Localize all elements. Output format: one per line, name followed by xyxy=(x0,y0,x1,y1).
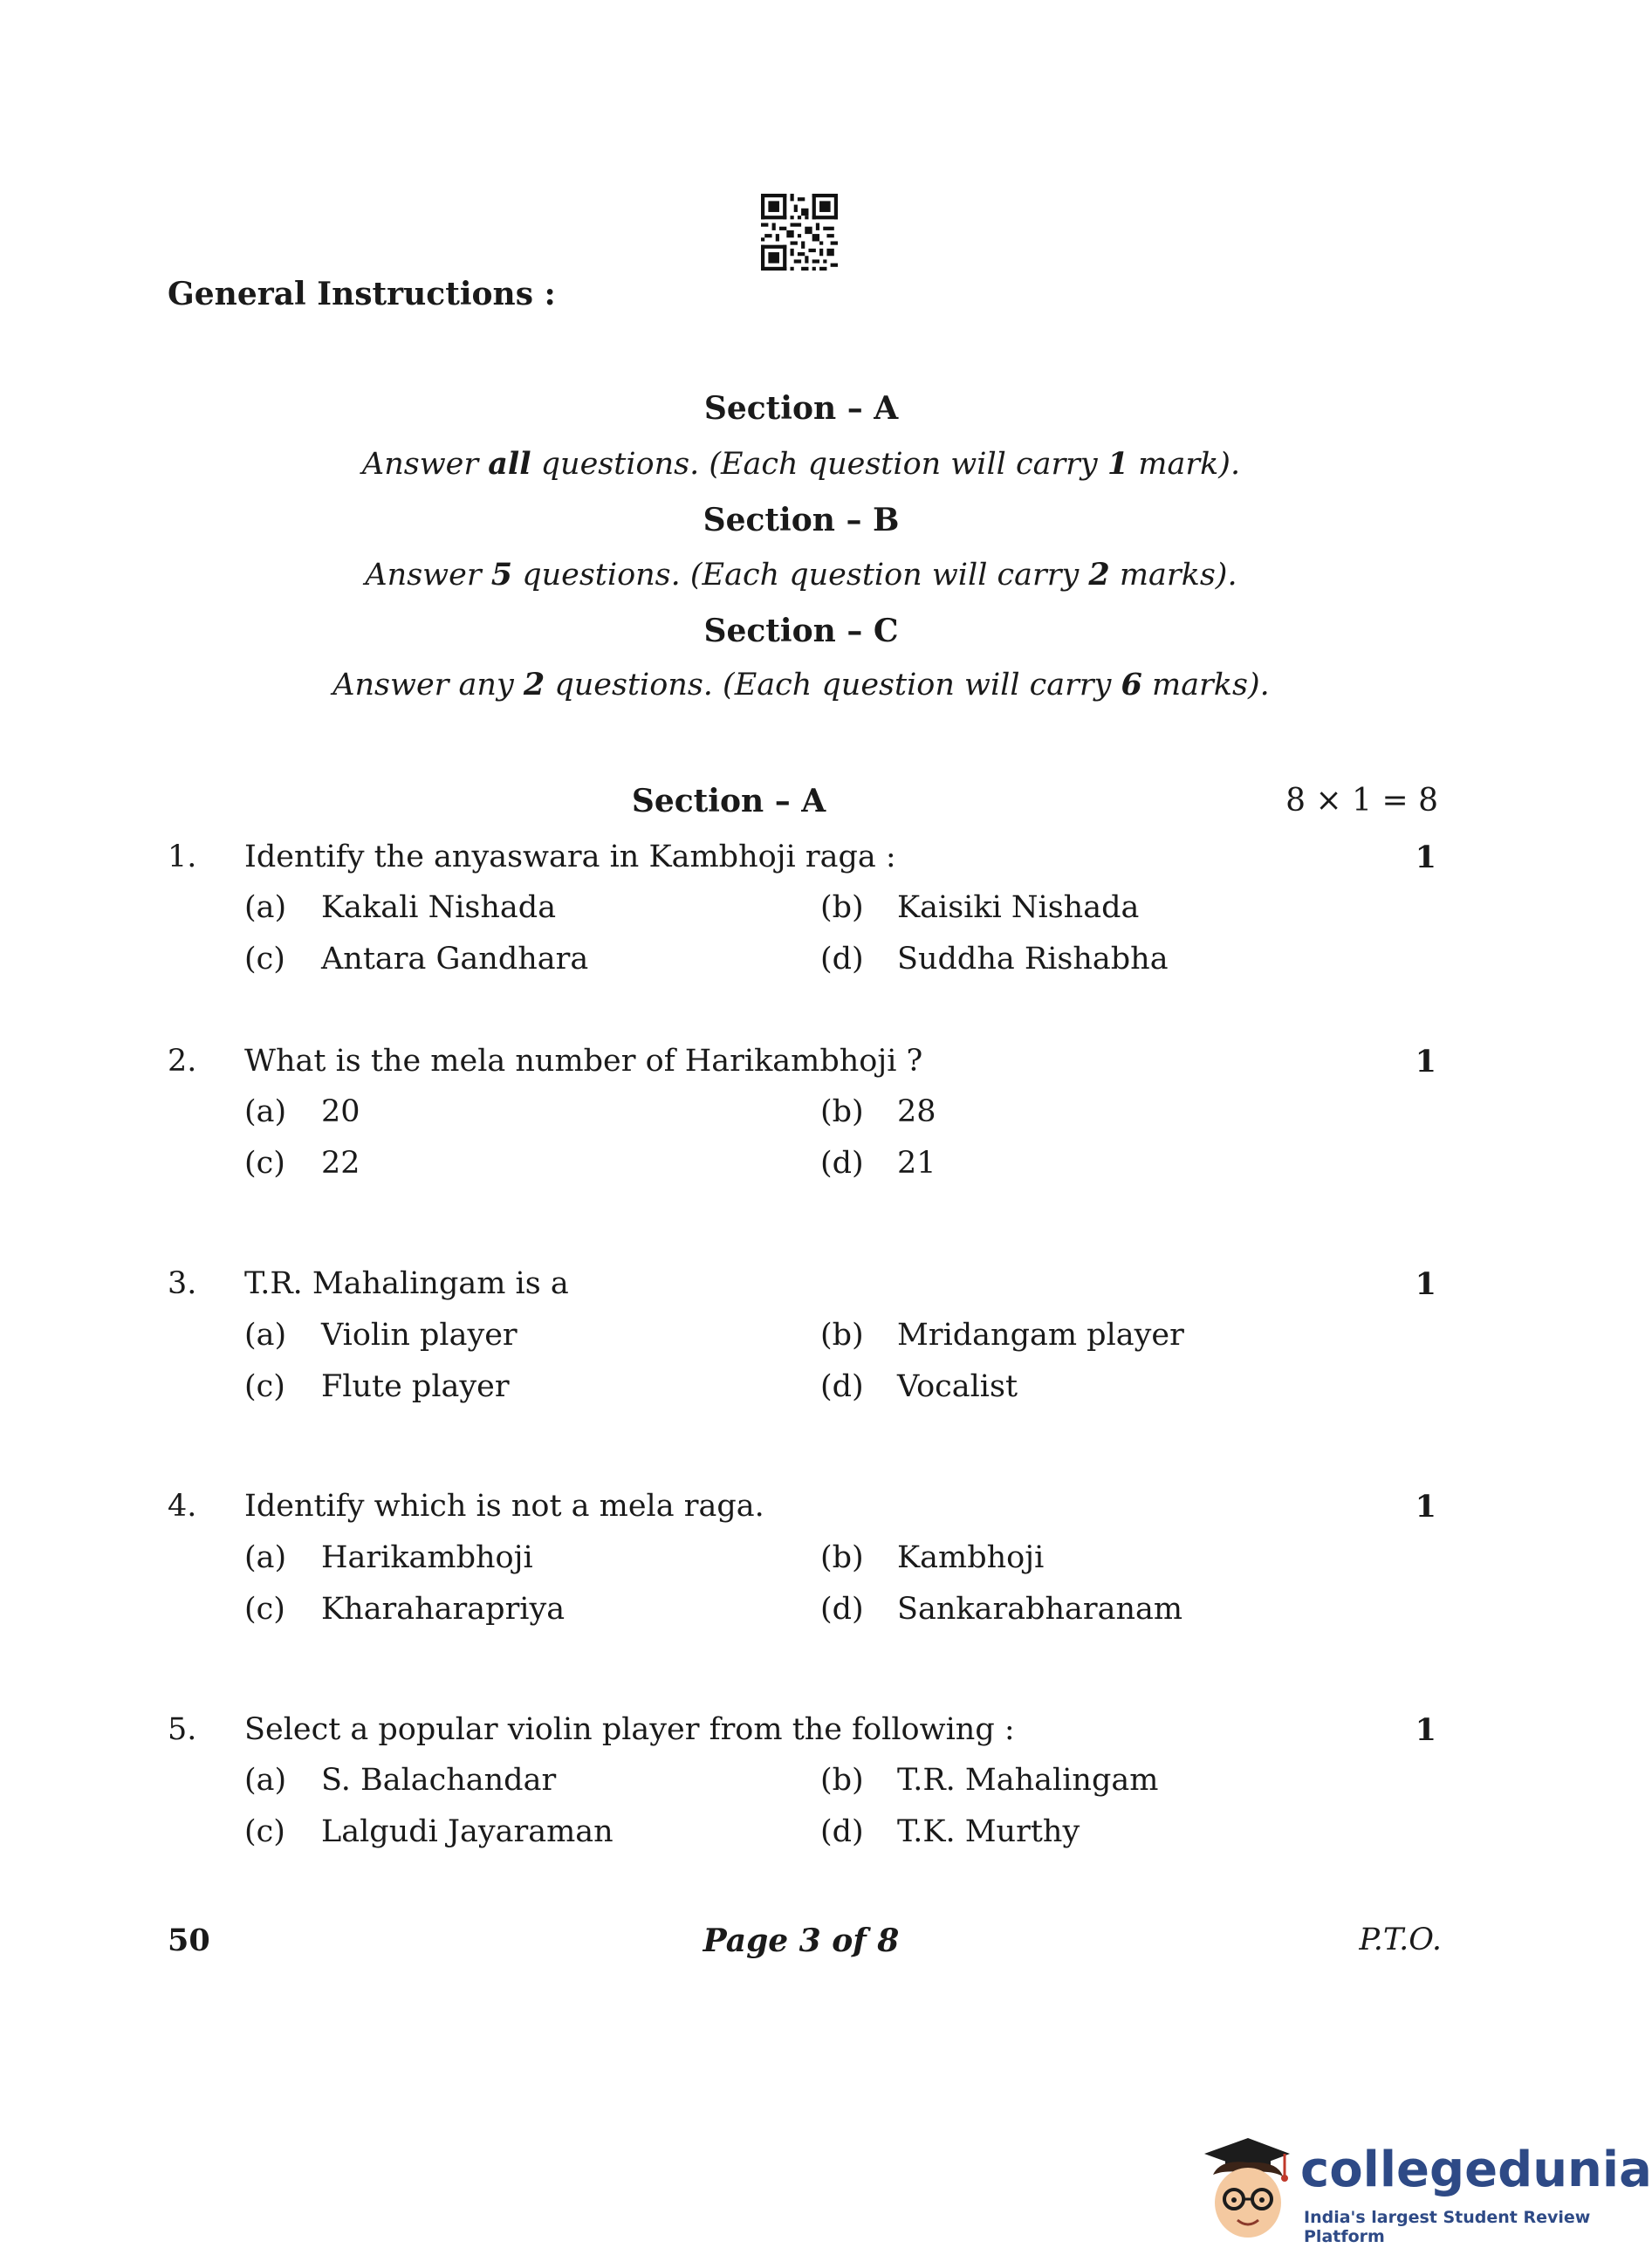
instruction-section-c-heading: Section – C xyxy=(703,613,899,649)
question-text: Select a popular violin player from the following : xyxy=(244,1712,1015,1747)
option-label: (b) xyxy=(820,890,864,925)
instruction-section-a-text: Answer all questions. (Each question will carry 1 mark). xyxy=(361,446,1241,482)
option-text: Kakali Nishada xyxy=(321,890,557,925)
option-text: 20 xyxy=(321,1094,360,1129)
option-label: (d) xyxy=(820,942,864,977)
instruction-section-a-heading: Section – A xyxy=(703,390,899,427)
brand-tagline: India's largest Student Review Platform xyxy=(1304,2208,1591,2246)
option-label: (b) xyxy=(820,1318,864,1353)
question-number: 2. xyxy=(168,1044,197,1079)
option-label: (b) xyxy=(820,1763,864,1798)
brand-name: collegedunia xyxy=(1300,2142,1652,2198)
question-text: Identify which is not a mela raga. xyxy=(244,1489,764,1524)
option-label: (a) xyxy=(244,1763,287,1798)
option-text: Lalgudi Jayaraman xyxy=(321,1814,614,1849)
question-number: 4. xyxy=(168,1489,197,1524)
option-text: Mridangam player xyxy=(897,1318,1184,1353)
instruction-section-b-heading: Section – B xyxy=(703,502,900,538)
instruction-section-b-text: Answer 5 questions. (Each question will carry 2 marks). xyxy=(365,557,1237,593)
page-number: Page 3 of 8 xyxy=(703,1922,900,1959)
question-marks: 1 xyxy=(1415,1712,1436,1748)
student-mascot-icon xyxy=(1187,2122,1300,2245)
paper-code: 50 xyxy=(168,1922,210,1958)
qr-code-icon xyxy=(761,194,838,271)
option-label: (a) xyxy=(244,890,287,925)
question-marks: 1 xyxy=(1415,1489,1436,1525)
question-marks: 1 xyxy=(1415,840,1436,875)
option-label: (c) xyxy=(244,1814,285,1849)
option-text: Flute player xyxy=(321,1369,510,1404)
option-text: Antara Gandhara xyxy=(321,942,589,977)
question-text: T.R. Mahalingam is a xyxy=(244,1266,569,1301)
option-text: Kaisiki Nishada xyxy=(897,890,1140,925)
option-text: 28 xyxy=(897,1094,936,1129)
question-number: 1. xyxy=(168,840,197,874)
collegedunia-logo xyxy=(1187,2122,1652,2246)
option-label: (d) xyxy=(820,1146,864,1181)
option-label: (c) xyxy=(244,942,285,977)
option-label: (a) xyxy=(244,1318,287,1353)
pto-label: P.T.O. xyxy=(1359,1922,1442,1957)
option-label: (a) xyxy=(244,1094,287,1129)
option-text: Sankarabharanam xyxy=(897,1592,1183,1627)
option-text: T.K. Murthy xyxy=(897,1814,1080,1849)
question-marks: 1 xyxy=(1415,1044,1436,1079)
section-a-marks: 8 × 1 = 8 xyxy=(1285,783,1438,819)
section-a-title: Section – A xyxy=(631,783,826,819)
option-text: Kharaharapriya xyxy=(321,1592,566,1627)
option-label: (c) xyxy=(244,1146,285,1181)
option-text: Suddha Rishabha xyxy=(897,942,1169,977)
option-text: S. Balachandar xyxy=(321,1763,557,1798)
option-label: (c) xyxy=(244,1592,285,1627)
instruction-section-c-text: Answer any 2 questions. (Each question will carry 6 marks). xyxy=(332,667,1270,702)
question-number: 3. xyxy=(168,1266,197,1301)
question-marks: 1 xyxy=(1415,1266,1436,1302)
question-number: 5. xyxy=(168,1712,197,1747)
option-label: (a) xyxy=(244,1540,287,1575)
option-text: 22 xyxy=(321,1146,360,1181)
general-instructions-heading: General Instructions : xyxy=(168,276,556,312)
option-text: Vocalist xyxy=(897,1369,1018,1404)
option-label: (d) xyxy=(820,1369,864,1404)
option-text: Kambhoji xyxy=(897,1540,1045,1575)
option-text: 21 xyxy=(897,1146,936,1181)
question-text: Identify the anyaswara in Kambhoji raga : xyxy=(244,840,896,874)
question-text: What is the mela number of Harikambhoji ? xyxy=(244,1044,923,1079)
option-label: (d) xyxy=(820,1814,864,1849)
option-text: Harikambhoji xyxy=(321,1540,533,1575)
option-text: Violin player xyxy=(321,1318,518,1353)
option-label: (b) xyxy=(820,1540,864,1575)
option-text: T.R. Mahalingam xyxy=(897,1763,1159,1798)
option-label: (c) xyxy=(244,1369,285,1404)
option-label: (d) xyxy=(820,1592,864,1627)
option-label: (b) xyxy=(820,1094,864,1129)
